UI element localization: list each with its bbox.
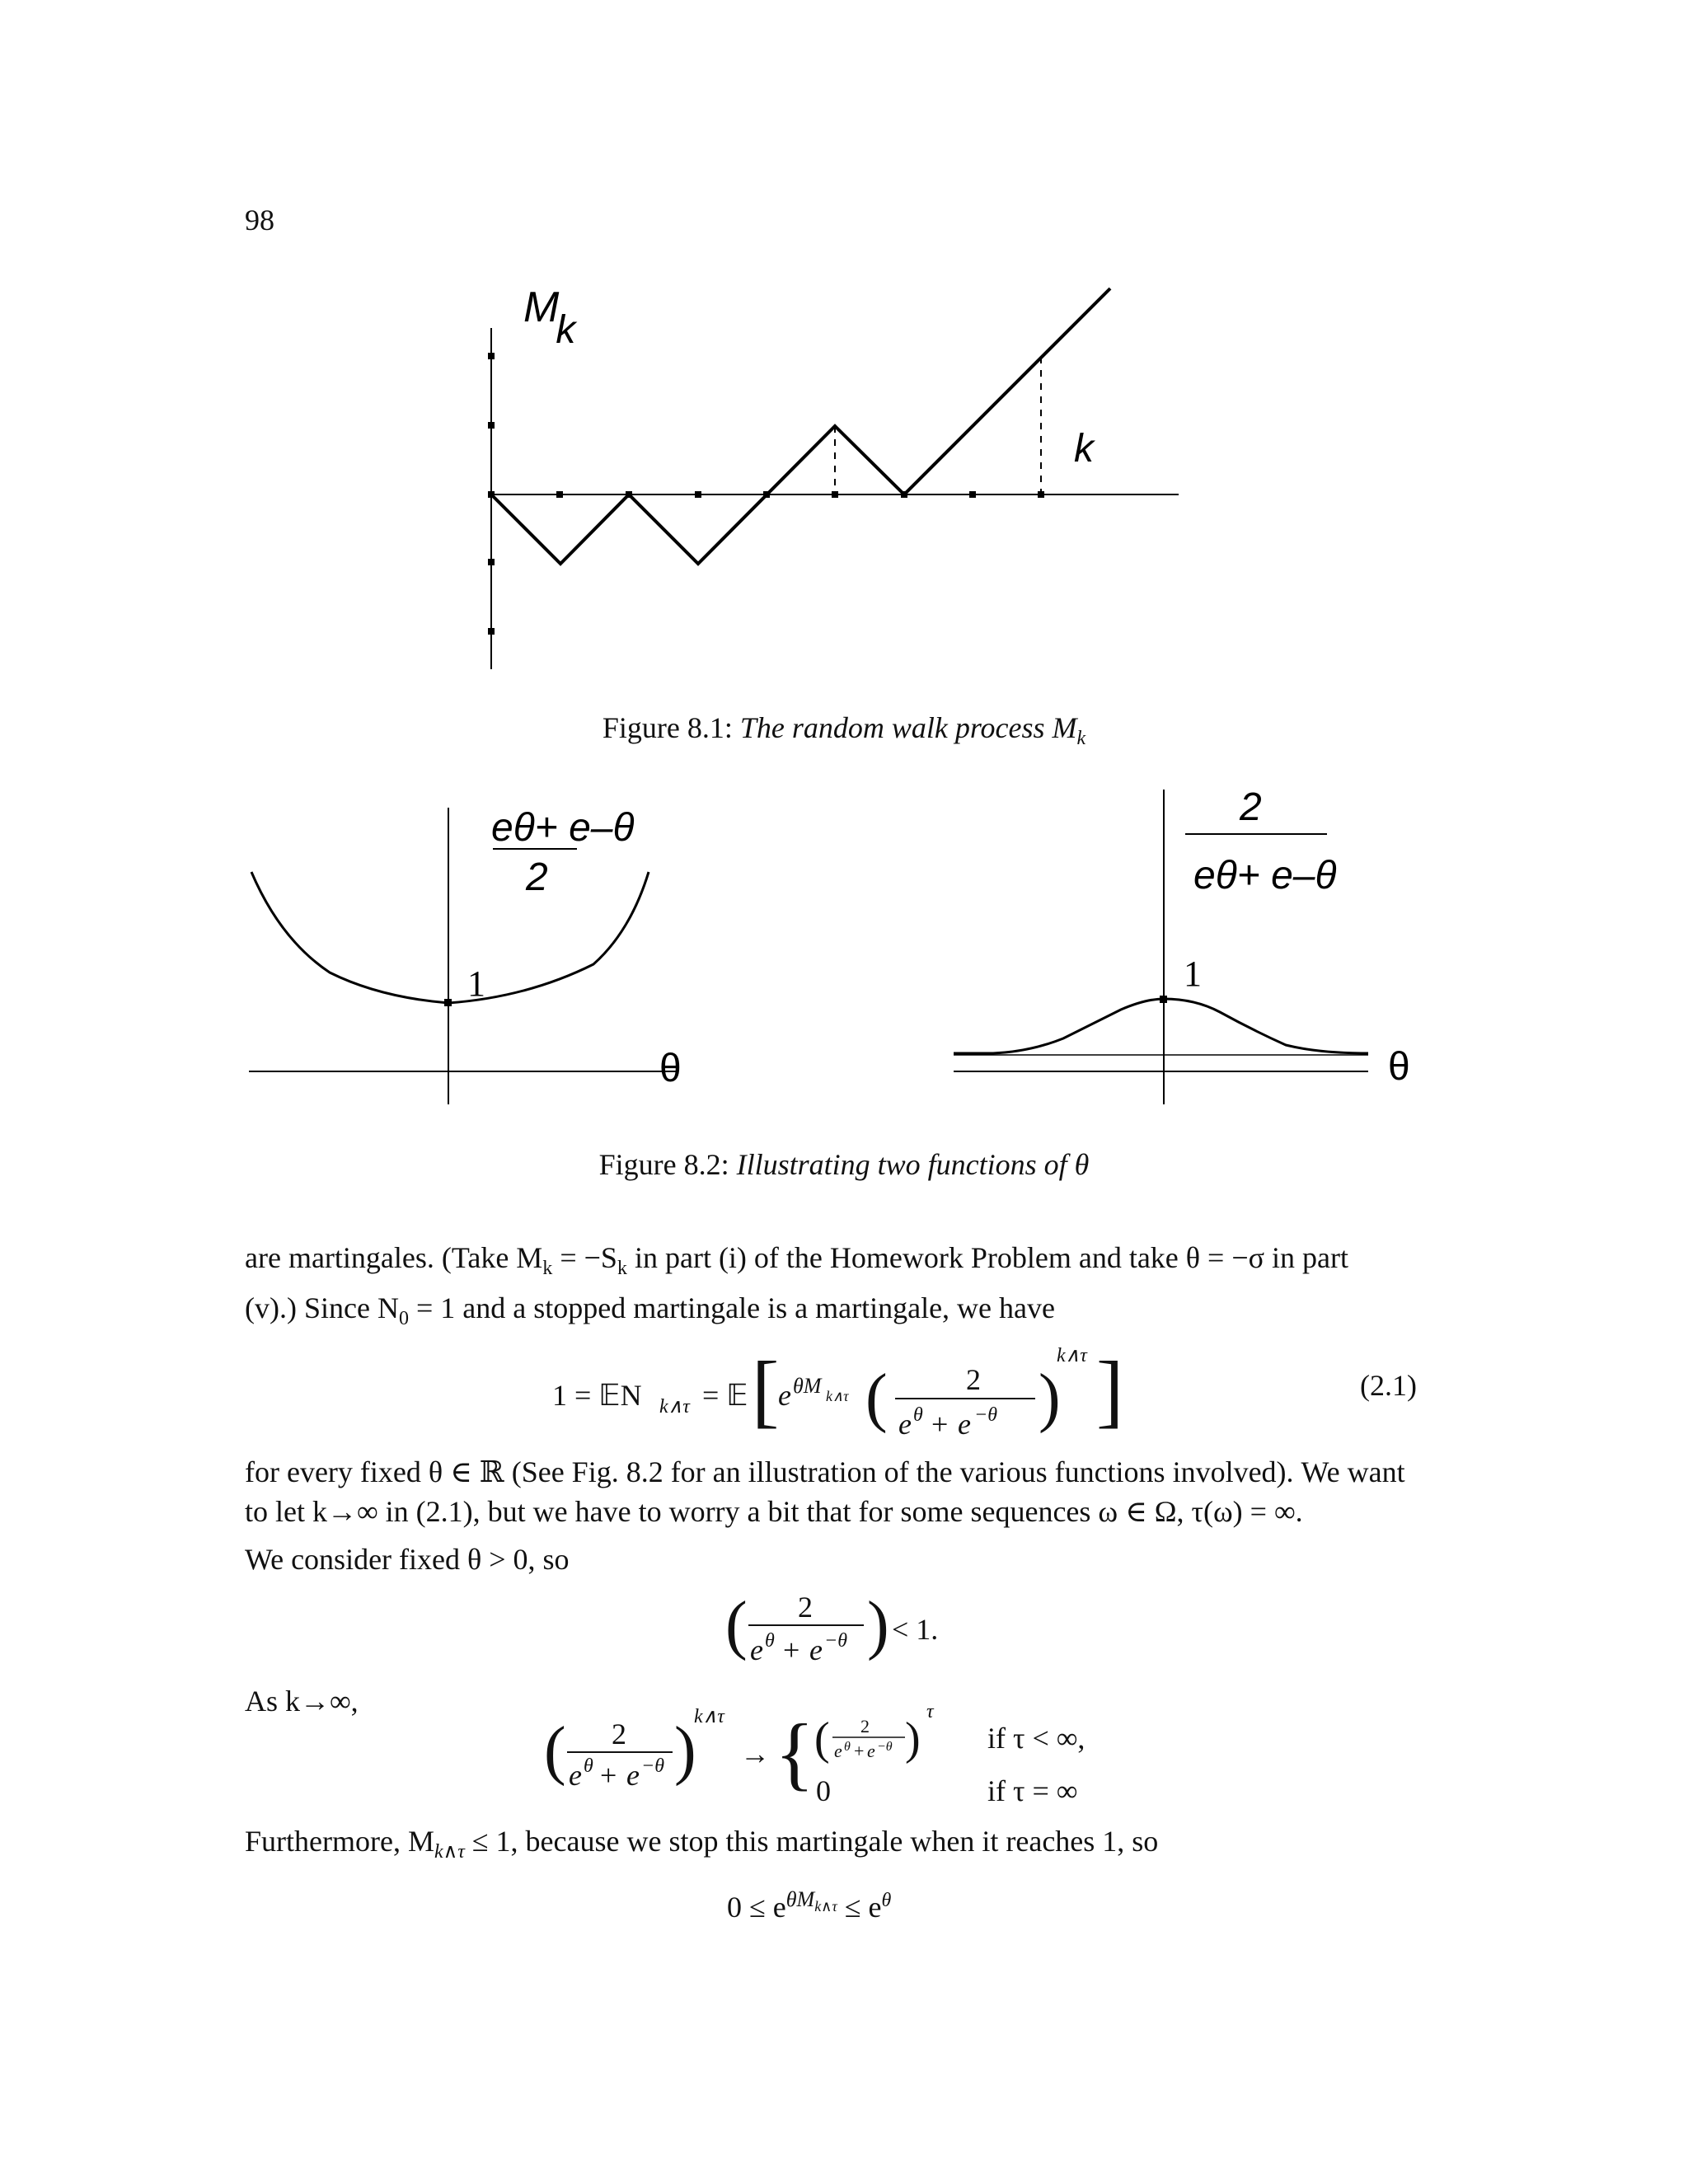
paragraph-5: Furthermore, $M_{k\wedge\tau} \le 1$, because we stop this martingale when it reaches 1, so [245,1825,1159,1863]
paragraph-2-line-1: for every fixed θ ∈ ℝ (See Fig. 8.2 for an illustration of the various functions involved). We want [245,1455,1405,1488]
svg-text:e: e [569,1759,582,1792]
svg-text:e: e [626,1759,640,1792]
svg-text:): ) [674,1714,696,1787]
svg-text:2: 2 [966,1363,981,1396]
svg-text:+: + [854,1741,865,1761]
y-axis-label: Mk [523,284,576,352]
lt-one-text: < 1. [892,1613,939,1646]
svg-text:2: 2 [860,1716,870,1736]
svg-text:k∧τ: k∧τ [826,1388,849,1404]
svg-text:(: ( [865,1361,888,1434]
equation-number: (2.1) [1360,1369,1417,1402]
paragraph-2-line-2: to let k→∞ in (2.1), but we have to worry a bit that for some sequences ω ∈ Ω, τ(ω) = ∞. [245,1495,1303,1528]
page-number: 98 [245,204,274,237]
right-numerator: 2 [1240,785,1262,829]
svg-text:[: [ [752,1344,780,1436]
svg-text:k∧τ: k∧τ [659,1396,690,1418]
svg-text:(: ( [544,1714,566,1787]
paragraph-1-line-2: (v).) Since $N_0 = 1$ and a stopped martingale is a martingale, we have [245,1291,1055,1330]
svg-text:e: e [898,1408,912,1441]
svg-text:−θ: −θ [824,1630,847,1652]
left-point-label: 1 [467,963,485,1004]
svg-text:−θ: −θ [877,1740,893,1754]
case-2: if τ = ∞ [987,1774,1078,1807]
case-1: if τ < ∞, [987,1722,1085,1755]
caption-math: $M_k$ [1052,711,1086,750]
svg-text:{: { [775,1707,814,1798]
caption-text: The random walk process [739,711,1045,744]
svg-text:→: → [740,1737,770,1770]
svg-text:e: e [867,1741,875,1761]
svg-text:2: 2 [612,1718,626,1750]
x-axis-label: k [1074,427,1094,471]
svg-text:e: e [809,1633,823,1666]
caption-text: Illustrating two functions of θ [736,1148,1090,1181]
right-denominator: eθ+ e–θ [1193,854,1337,898]
svg-text:): ) [905,1713,921,1765]
svg-text:(: ( [725,1589,748,1661]
case-zero: 0 [816,1774,831,1807]
svg-text:1 = 𝔼N: 1 = 𝔼N [552,1379,642,1412]
svg-text:θ: θ [584,1755,593,1777]
svg-text:τ: τ [926,1701,934,1722]
svg-text:k∧τ: k∧τ [694,1706,724,1727]
svg-text:e: e [958,1408,971,1441]
svg-text:]: ] [1096,1344,1124,1436]
svg-text:θM: θM [793,1374,822,1398]
right-axis-label: θ [1388,1045,1410,1089]
svg-text:e: e [750,1633,763,1666]
paragraph-1-line-1: are martingales. (Take $M_k = -S_k$ in part (i) of the Homework Problem and take θ = −σ in part [245,1241,1349,1280]
svg-text:+: + [783,1633,800,1666]
svg-text:θ: θ [913,1404,923,1426]
svg-text:k∧τ: k∧τ [1057,1345,1087,1366]
svg-text:+: + [931,1408,949,1441]
svg-text:e: e [778,1379,791,1412]
svg-text:(: ( [814,1713,830,1765]
left-numerator: eθ+ e–θ [491,806,635,850]
svg-text:): ) [1039,1361,1061,1434]
left-axis-label: θ [659,1047,682,1090]
svg-text:+: + [600,1759,617,1792]
svg-text:e: e [834,1741,842,1761]
caption-prefix: Figure 8.1: [602,711,733,744]
svg-text:−θ: −θ [974,1404,997,1426]
svg-text:−θ: −θ [641,1755,664,1777]
left-denominator: 2 [526,855,548,899]
svg-text:= 𝔼: = 𝔼 [702,1379,748,1412]
svg-text:2: 2 [798,1591,813,1624]
svg-text:θ: θ [765,1630,775,1652]
svg-text:): ) [867,1589,889,1661]
caption-prefix: Figure 8.2: [598,1148,729,1181]
paragraph-4: As k→∞, [245,1685,359,1718]
svg-text:θ: θ [844,1740,851,1754]
equation-bound: $0 \le e^{\theta M_{k\wedge\tau}} \le e^\theta$ [727,1887,892,1924]
right-point-label: 1 [1184,954,1202,994]
paragraph-3: We consider fixed θ > 0, so [245,1543,570,1576]
